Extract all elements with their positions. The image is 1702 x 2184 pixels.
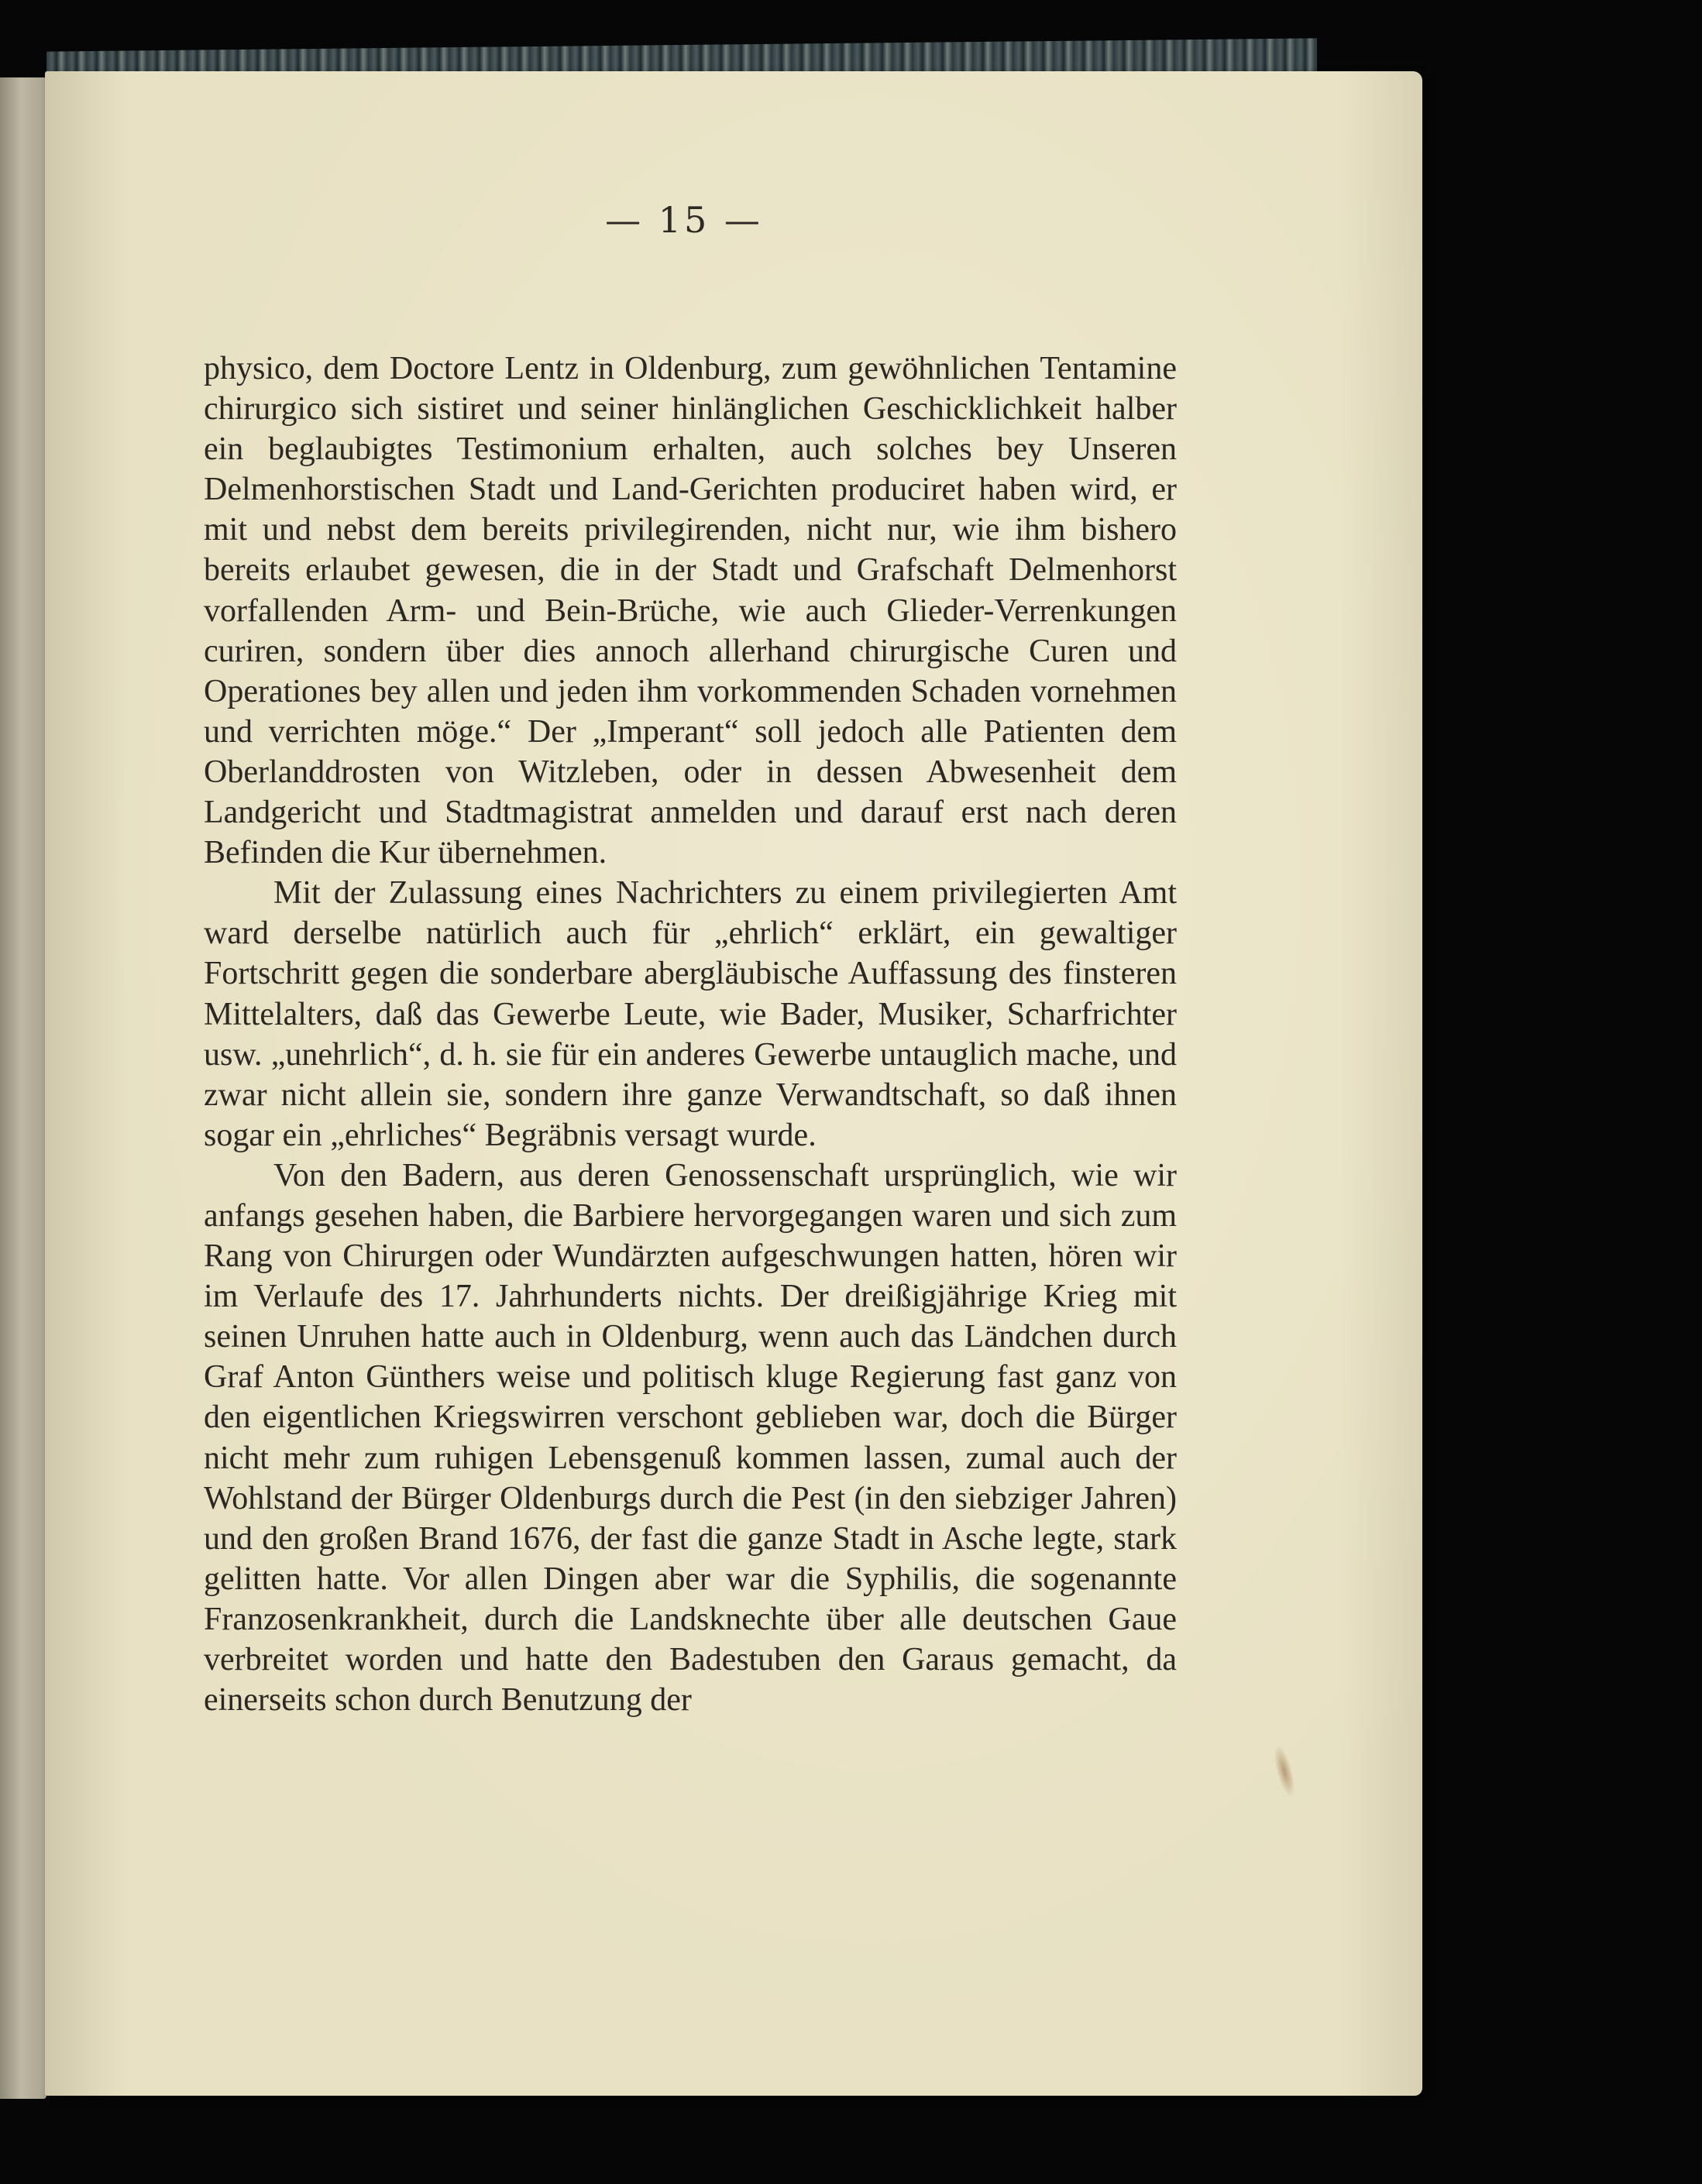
paper-stain <box>1270 1743 1298 1800</box>
page-body-text <box>204 349 1177 1720</box>
page-number: — 15 — <box>605 199 763 241</box>
paragraph-1: physico, dem Doctore Lentz in Oldenburg, zum gewöhnlichen Tentamine chirurgico sich sistiret und seiner hinlänglichen Geschicklichkeit halber ein beglaubigtes Testimonium erhalten, auch solches bey Unseren Delmenhorstischen Stadt und Land-Gerichten produciret haben wird, er mit und nebst dem bereits privilegirenden, nicht nur, wie ihm bishero bereits erlaubet gewesen, die in der Stadt und Grafschaft Delmenhorst vorfallenden Arm- und Bein-Brüche, wie auch Glieder-Verrenkungen curiren, sondern über dies annoch allerhand chirurgische Curen und Operationes bey allen und jeden ihm vorkommenden Schaden vornehmen und verrichten möge.“ Der „Imperant“ soll jedoch alle Patienten dem Oberlanddrosten von Witzleben, oder in dessen Abwesenheit dem Landgericht und Stadtmagistrat anmelden und darauf erst nach deren Befinden die Kur übernehmen. <box>204 351 1177 871</box>
previous-page-edge <box>0 77 46 2099</box>
book-page <box>45 71 1422 2096</box>
paragraph-3: Von den Badern, aus deren Genossenschaft ursprünglich, wie wir anfangs gesehen haben, die Barbiere hervorgegangen waren und sich zum Rang von Chirurgen oder Wundärzten aufgeschwungen hatten, hören wir im Verlaufe des 17. Jahrhunderts nichts. Der dreißigjährige Krieg mit seinen Unruhen hatte auch in Oldenburg, wenn auch das Ländchen durch Graf Anton Günthers weise und politisch kluge Regierung fast ganz von den eigentlichen Kriegswirren verschont geblieben war, doch die Bürger nicht mehr zum ruhigen Lebensgenuß kommen lassen, zumal auch der Wohlstand der Bürger Oldenburgs durch die Pest (in den siebziger Jahren) und den großen Brand 1676, der fast die ganze Stadt in Asche legte, stark gelitten hatte. Vor allen Dingen aber war die Syphilis, die sogenannte Franzosenkrankheit, durch die Landsknechte über alle deutschen Gaue verbreitet worden und hatte den Badestuben den Garaus gemacht, da einerseits schon durch Benutzung der <box>204 1157 1177 1719</box>
paragraph-2: Mit der Zulassung eines Nachrichters zu einem privilegierten Amt ward derselbe natürlich auch für „ehrlich“ erklärt, ein gewaltiger Fortschritt gegen die sonderbare abergläubische Auffassung des finsteren Mittelalters, daß das Gewerbe Leute, wie Bader, Musiker, Scharfrichter usw. „unehrlich“, d. h. sie für ein anderes Gewerbe untauglich mache, und zwar nicht allein sie, sondern ihre ganze Verwandtschaft, so daß ihnen sogar ein „ehrliches“ Begräbnis versagt wurde. <box>204 875 1177 1153</box>
